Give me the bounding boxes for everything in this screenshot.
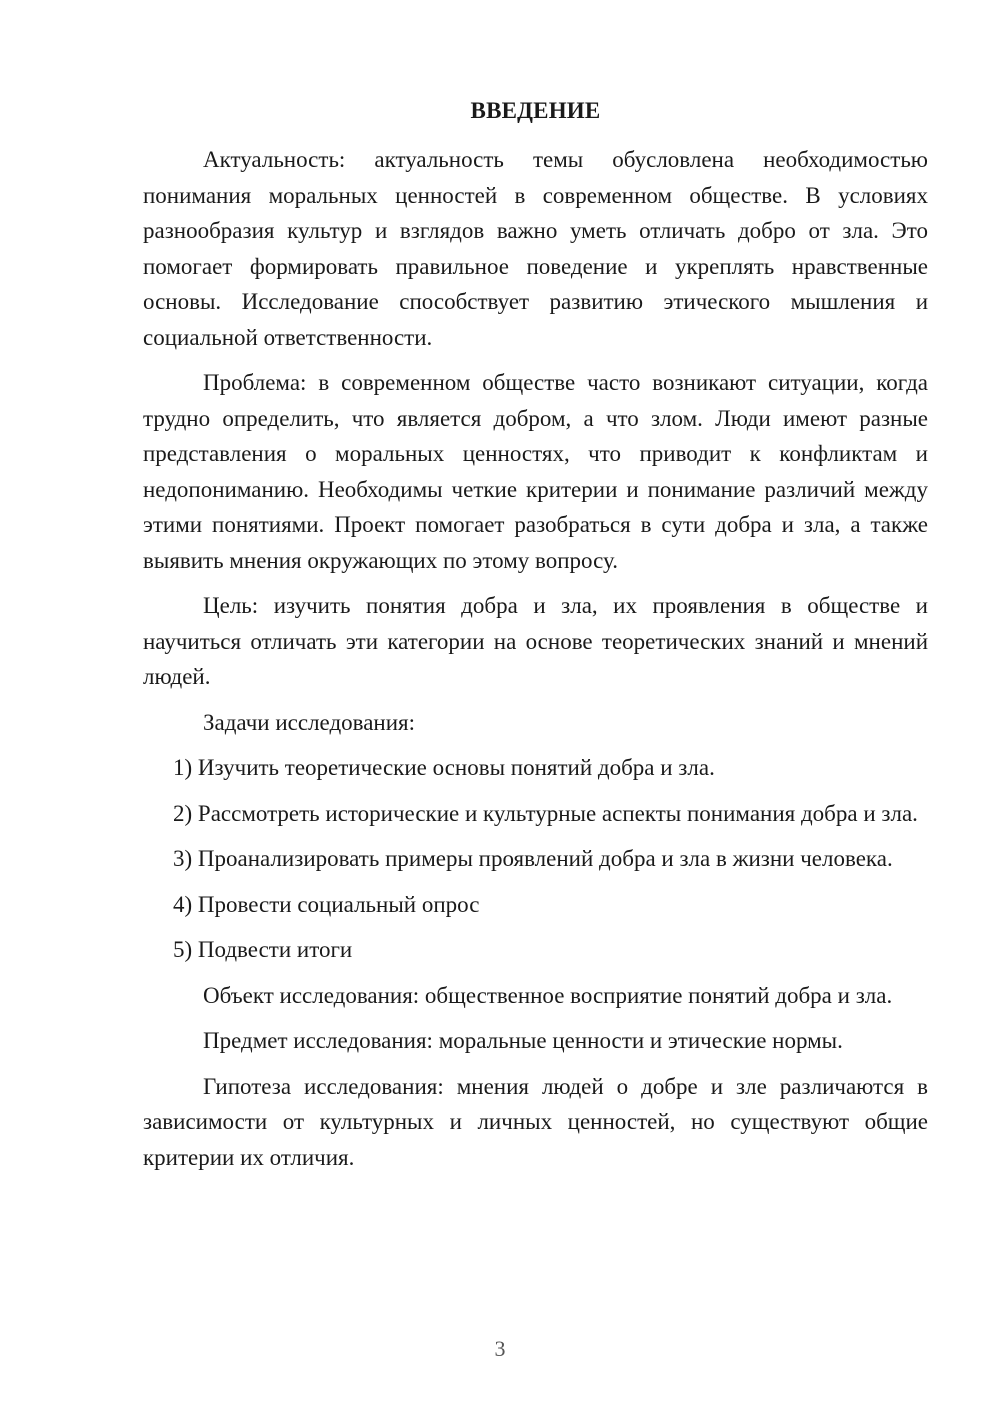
paragraph-subject: Предмет исследования: моральные ценности и этические нормы. (203, 1028, 843, 1053)
paragraph-object: Объект исследования: общественное восприятие понятий добра и зла. (203, 982, 893, 1008)
paragraph-problem: Проблема: в современном обществе часто возникают ситуации, когда трудно определить, что является добром, а что злом. Люди имеют разные представления о моральных ценностях, что приводит к конфликтам и недопониманию. Необходимы четкие критерии и понимание различий между этими понятиями. Проект помогает разобраться в сути добра и зла, а также выявить мнения окружающих по этому вопросу. (143, 370, 928, 573)
task-item-4: 4) Провести социальный опрос (173, 891, 480, 917)
paragraph-relevance: Актуальность: актуальность темы обусловлена необходимостью понимания моральных ценностей в современном обществе. В условиях разнообразия культур и взглядов важно уметь отличать добро от зла. Это помогает формировать правильное поведение и укреплять нравственные основы. Исследование способствует развитию этического мышления и социальной ответственности. (143, 147, 928, 350)
section-title: ВВЕДЕНИЕ (470, 98, 601, 123)
paragraph-hypothesis: Гипотеза исследования: мнения людей о добре и зле различаются в зависимости от культурных и личных ценностей, но существуют общие критерии их отличия. (143, 1073, 928, 1170)
paragraph-tasks-heading: Задачи исследования: (203, 709, 416, 735)
task-item-3: 3) Проанализировать примеры проявлений добра и зла в жизни человека. (173, 846, 893, 871)
page-number: 3 (494, 1336, 506, 1361)
task-item-1: 1) Изучить теоретические основы понятий добра и зла. (173, 755, 715, 780)
paragraph-goal: Цель: изучить понятия добра и зла, их проявления в обществе и научиться отличать эти категории на основе теоретических знаний и мнений людей. (143, 593, 928, 689)
document-body (143, 142, 928, 1185)
task-item-2: 2) Рассмотреть исторические и культурные аспекты понимания добра и зла. (173, 800, 918, 826)
task-item-5: 5) Подвести итоги (173, 937, 353, 962)
